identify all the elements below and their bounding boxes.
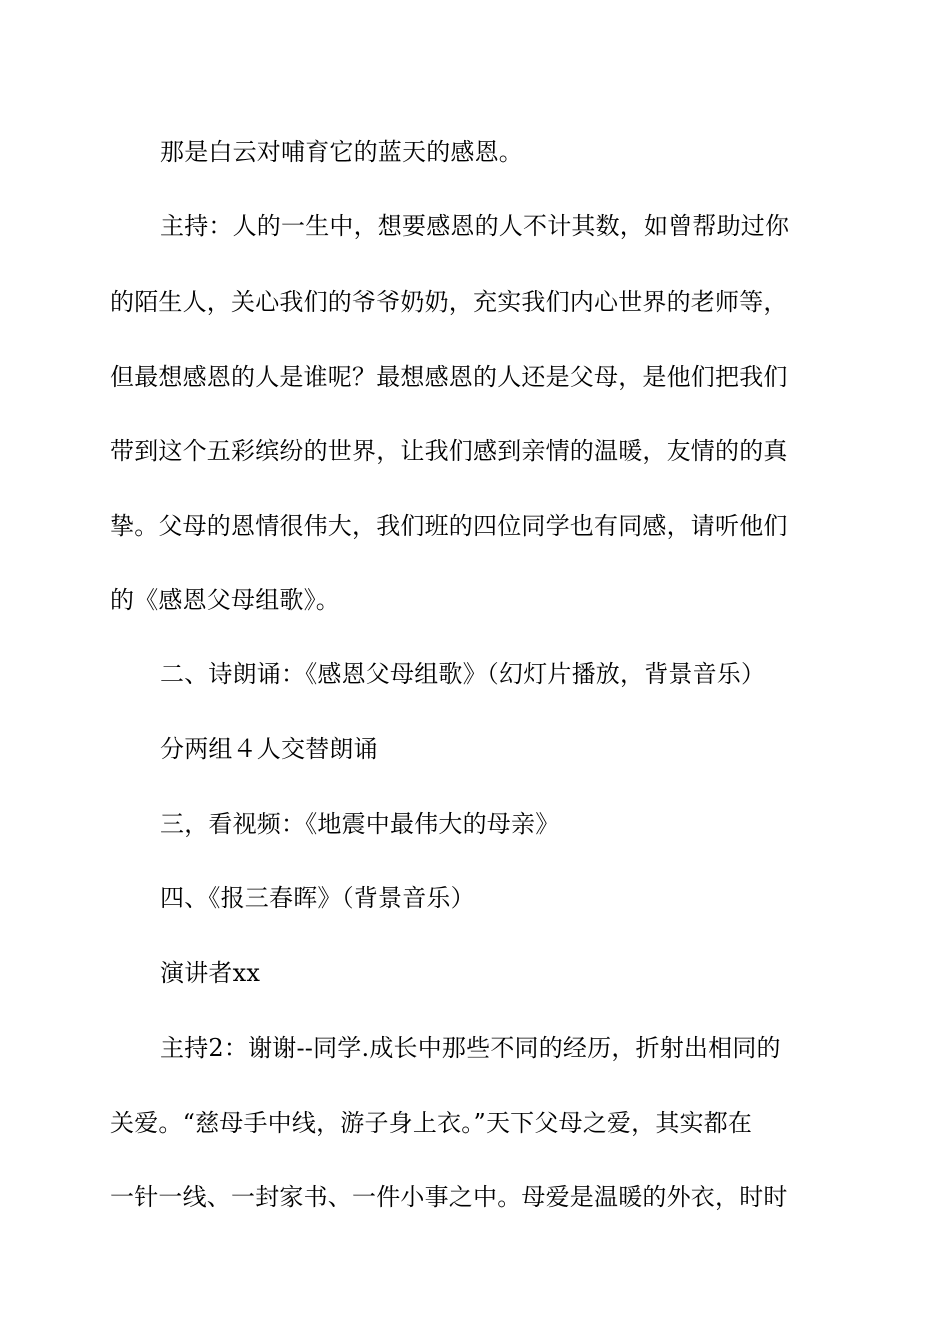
paragraph-line: 的陌生人，关心我们的爷爷奶奶，充实我们内心世界的老师等， [110,288,788,316]
paragraph-line: 演讲者xx [160,959,261,987]
paragraph-line: 主持：人的一生中，想要感恩的人不计其数，如曾帮助过你 [160,212,790,240]
paragraph-line: 一针一线、一封家书、一件小事之中。母爱是温暖的外衣，时时 [110,1183,788,1211]
paragraph-line: 但最想感恩的人是谁呢？最想感恩的人还是父母，是他们把我们 [110,363,788,391]
paragraph-line: 挚。父母的恩情很伟大，我们班的四位同学也有同感，请听他们 [110,512,788,540]
paragraph-line: 那是白云对哺育它的蓝天的感恩。 [160,138,523,166]
section-heading: 二、诗朗诵：《感恩父母组歌》（幻灯片播放，背景音乐） [160,660,766,688]
paragraph-line: 分两组４人交替朗诵 [160,735,378,763]
paragraph-line: 的《感恩父母组歌》。 [110,586,340,614]
paragraph-line: 关爱。“慈母手中线，游子身上衣。”天下父母之爱，其实都在 [110,1109,753,1137]
section-heading: 三，看视频：《地震中最伟大的母亲》 [160,810,560,838]
paragraph-line: 主持2：谢谢--同学.成长中那些不同的经历，折射出相同的 [160,1034,781,1062]
paragraph-line: 带到这个五彩缤纷的世界，让我们感到亲情的温暖，友情的的真 [110,437,788,465]
section-heading: 四、《报三春晖》（背景音乐） [160,884,475,912]
